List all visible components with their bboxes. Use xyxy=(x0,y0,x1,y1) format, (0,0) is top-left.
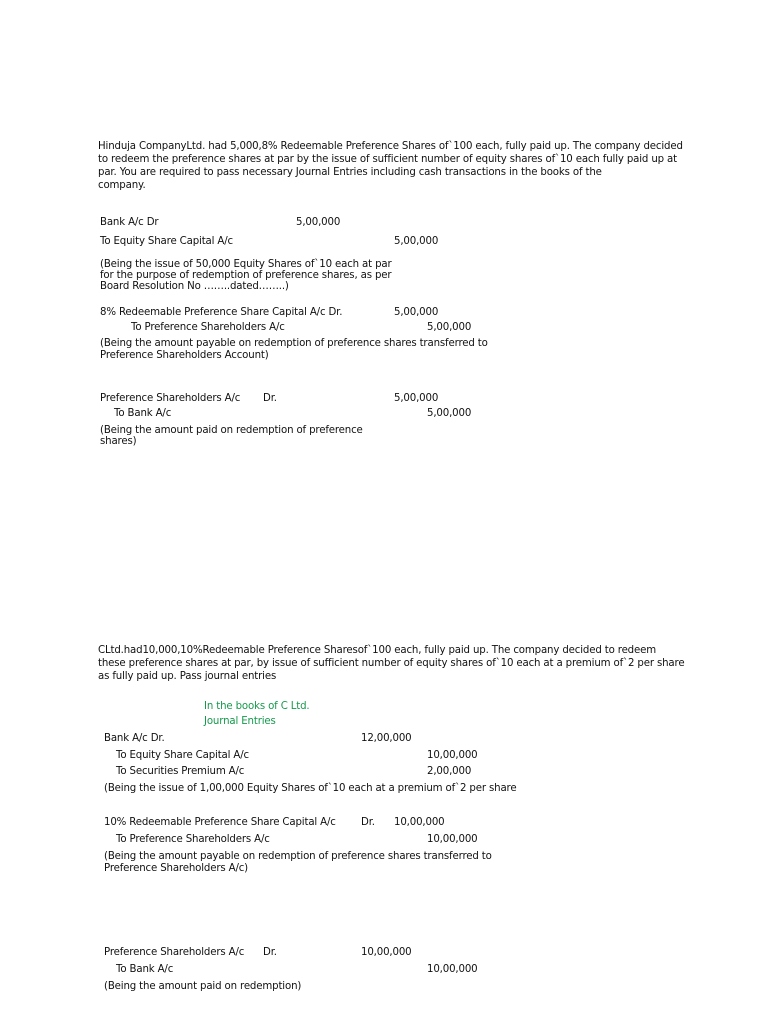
p2-entry3-debit-marker: Dr. xyxy=(263,947,277,958)
p1-entry3-debit-amount: 5,00,000 xyxy=(394,393,439,404)
p1-entry3-credit-account: To Bank A/c xyxy=(114,408,172,419)
p2-entry1-debit-amount: 12,00,000 xyxy=(361,733,412,744)
p1-entry1-narration-line-3: Board Resolution No ……..dated……..) xyxy=(100,281,289,292)
p1-entry1-debit-amount: 5,00,000 xyxy=(296,217,341,228)
problem2-question-line-1: CLtd.had10,000,10%Redeemable Preference Sharesof`100 each, fully paid up. The company decided to redeem xyxy=(98,645,657,656)
p1-entry2-credit-amount: 5,00,000 xyxy=(427,322,472,333)
p2-entry1-debit-account: Bank A/c Dr. xyxy=(104,733,165,744)
problem1-question-line-1: Hinduja CompanyLtd. had 5,000,8% Redeemable Preference Shares of`100 each, fully paid up. The company decided xyxy=(98,141,683,152)
p2-entry2-debit-account: 10% Redeemable Preference Share Capital A/c xyxy=(104,817,336,828)
p2-entry2-narration-line-1: (Being the amount payable on redemption of preference shares transferred to xyxy=(104,851,492,862)
problem1-question-line-3: par. You are required to pass necessary Journal Entries including cash transactions in the books of the xyxy=(98,167,602,178)
p2-entry3-credit-amount: 10,00,000 xyxy=(427,964,478,975)
p2-entry2-debit-marker: Dr. xyxy=(361,817,375,828)
p1-entry1-narration-line-2: for the purpose of redemption of preference shares, as per xyxy=(100,270,392,281)
p1-entry2-narration-line-2: Preference Shareholders Account) xyxy=(100,350,269,361)
journal-entries-heading: Journal Entries xyxy=(204,716,276,727)
books-heading: In the books of C Ltd. xyxy=(204,701,310,712)
p2-entry2-debit-amount: 10,00,000 xyxy=(394,817,445,828)
p1-entry1-credit-account: To Equity Share Capital A/c xyxy=(100,236,233,247)
p2-entry1-credit2-account: To Securities Premium A/c xyxy=(116,766,245,777)
p2-entry3-debit-amount: 10,00,000 xyxy=(361,947,412,958)
problem1-question-line-4: company. xyxy=(98,180,146,191)
p1-entry2-debit-amount: 5,00,000 xyxy=(394,307,439,318)
p1-entry1-debit-account: Bank A/c Dr xyxy=(100,217,159,228)
p2-entry3-narration: (Being the amount paid on redemption) xyxy=(104,981,302,992)
p1-entry3-narration-line-1: (Being the amount paid on redemption of preference xyxy=(100,425,363,436)
p1-entry3-narration-line-2: shares) xyxy=(100,436,137,447)
p2-entry1-credit1-account: To Equity Share Capital A/c xyxy=(116,750,249,761)
problem1-question-line-2: to redeem the preference shares at par by the issue of sufficient number of equity shares of`10 each fully paid up at xyxy=(98,154,677,165)
p2-entry1-credit2-amount: 2,00,000 xyxy=(427,766,472,777)
p2-entry3-credit-account: To Bank A/c xyxy=(116,964,174,975)
p1-entry2-narration-line-1: (Being the amount payable on redemption of preference shares transferred to xyxy=(100,338,488,349)
p1-entry3-debit-account: Preference Shareholders A/c xyxy=(100,393,241,404)
p1-entry1-narration-line-1: (Being the issue of 50,000 Equity Shares of`10 each at par xyxy=(100,259,392,270)
p2-entry2-credit-amount: 10,00,000 xyxy=(427,834,478,845)
problem2-question-line-2: these preference shares at par, by issue of sufficient number of equity shares of`10 each at a premium of`2 per share xyxy=(98,658,685,669)
p1-entry1-credit-amount: 5,00,000 xyxy=(394,236,439,247)
p1-entry2-credit-account: To Preference Shareholders A/c xyxy=(131,322,285,333)
p2-entry2-credit-account: To Preference Shareholders A/c xyxy=(116,834,270,845)
p1-entry3-credit-amount: 5,00,000 xyxy=(427,408,472,419)
p2-entry2-narration-line-2: Preference Shareholders A/c) xyxy=(104,863,249,874)
p2-entry3-debit-account: Preference Shareholders A/c xyxy=(104,947,245,958)
p2-entry1-credit1-amount: 10,00,000 xyxy=(427,750,478,761)
p1-entry3-debit-marker: Dr. xyxy=(263,393,277,404)
p1-entry2-debit-account: 8% Redeemable Preference Share Capital A/c Dr. xyxy=(100,307,343,318)
problem2-question-line-3: as fully paid up. Pass journal entries xyxy=(98,671,277,682)
p2-entry1-narration: (Being the issue of 1,00,000 Equity Shares of`10 each at a premium of`2 per share xyxy=(104,783,517,794)
